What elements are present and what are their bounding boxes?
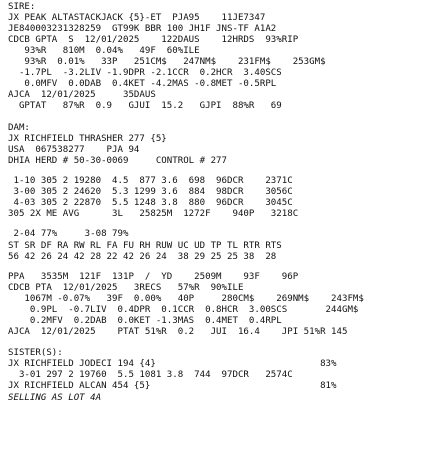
dam-health-line: 0.9PL -0.7LIV 0.4DPR 0.1CCR 0.8HCR 3.00SCS 244GM$ <box>8 305 359 315</box>
sire-cdcb-line: CDCB GPTA S 12/01/2025 122DAUS 12HRDS 93%RIP <box>8 35 299 45</box>
sister-name: JX RICHFIELD JODECI 194 {4} 83% <box>8 359 337 369</box>
dam-record-row: 4-03 305 2 22870 5.5 1248 3.8 880 96DCR 3045C <box>8 198 293 208</box>
dam-reg-line: USA 067538277 PJA 94 <box>8 145 140 155</box>
dam-herd-line: DHIA HERD # 50-30-0069 CONTROL # 277 <box>8 156 227 166</box>
sire-name: JX PEAK ALTASTACKJACK {5}-ET PJA95 11JE7347 <box>8 13 266 23</box>
dam-ajca-line: AJCA 12/01/2025 PTAT 51%R 0.2 JUI 16.4 JPI 51%R 145 <box>8 327 348 337</box>
dam-classification-line: 2-04 77% 3-08 79% <box>8 229 129 239</box>
dam-record-row: 1-10 305 2 19280 4.5 877 3.6 698 96DCR 2371C <box>8 176 293 186</box>
dam-me-average: 305 2X ME AVG 3L 25825M 1272F 940P 3218C <box>8 209 299 219</box>
trait-values: 56 42 26 24 42 28 22 42 26 24 38 29 25 25 38 28 <box>8 252 277 262</box>
lot-note: SELLING AS LOT 4A <box>8 393 102 403</box>
trait-headers: ST SR DF RA RW RL FA FU RH RUW UC UD TP TL RTR RTS <box>8 241 282 251</box>
sire-header: SIRE: <box>8 2 36 12</box>
dam-ppa-line: PPA 3535M 121F 131P / YD 2509M 93F 96P <box>8 272 299 282</box>
sisters-header: SISTER(S): <box>8 348 63 358</box>
sire-id-line: JE840003231328259 GT99K BBR 100 JH1F JNS-TF A1A2 <box>8 24 277 34</box>
sire-health-line: -1.7PL -3.2LIV -1.9DPR -2.1CCR 0.2HCR 3.40SCS <box>8 68 282 78</box>
dam-health-line-2: 0.2MFV 0.2DAB 0.0KET -1.3MAS 0.4MET 0.4RPL <box>8 316 282 326</box>
dam-index-line: 1067M -0.07% 39F 0.00% 40P 280CM$ 269NM$ 243FM$ <box>8 294 364 304</box>
sire-prod-line: 93%R 810M 0.04% 49F 60%ILE <box>8 46 200 56</box>
sire-health-line-2: 0.0MFV 0.0DAB 0.4KET -4.2MAS -0.8MET -0.5RPL <box>8 79 277 89</box>
sister-record: 3-01 297 2 19760 5.5 1081 3.8 744 97DCR 2574C <box>8 370 293 380</box>
dam-name: JX RICHFIELD THRASHER 277 {5} <box>8 134 167 144</box>
sister-name: JX RICHFIELD ALCAN 454 {5} 81% <box>8 381 337 391</box>
dam-record-row: 3-00 305 2 24620 5.3 1299 3.6 884 98DCR 3056C <box>8 187 293 197</box>
sire-ajca-line: AJCA 12/01/2025 35DAUS <box>8 90 156 100</box>
sire-gptat-line: GPTAT 87%R 0.9 GJUI 15.2 GJPI 88%R 69 <box>8 101 282 111</box>
dam-header: DAM: <box>8 123 30 133</box>
dam-cdcb-line: CDCB PTA 12/01/2025 3RECS 57%R 90%ILE <box>8 283 244 293</box>
sire-index-line: 93%R 0.01% 33P 251CM$ 247NM$ 231FM$ 253GM$ <box>8 57 326 67</box>
